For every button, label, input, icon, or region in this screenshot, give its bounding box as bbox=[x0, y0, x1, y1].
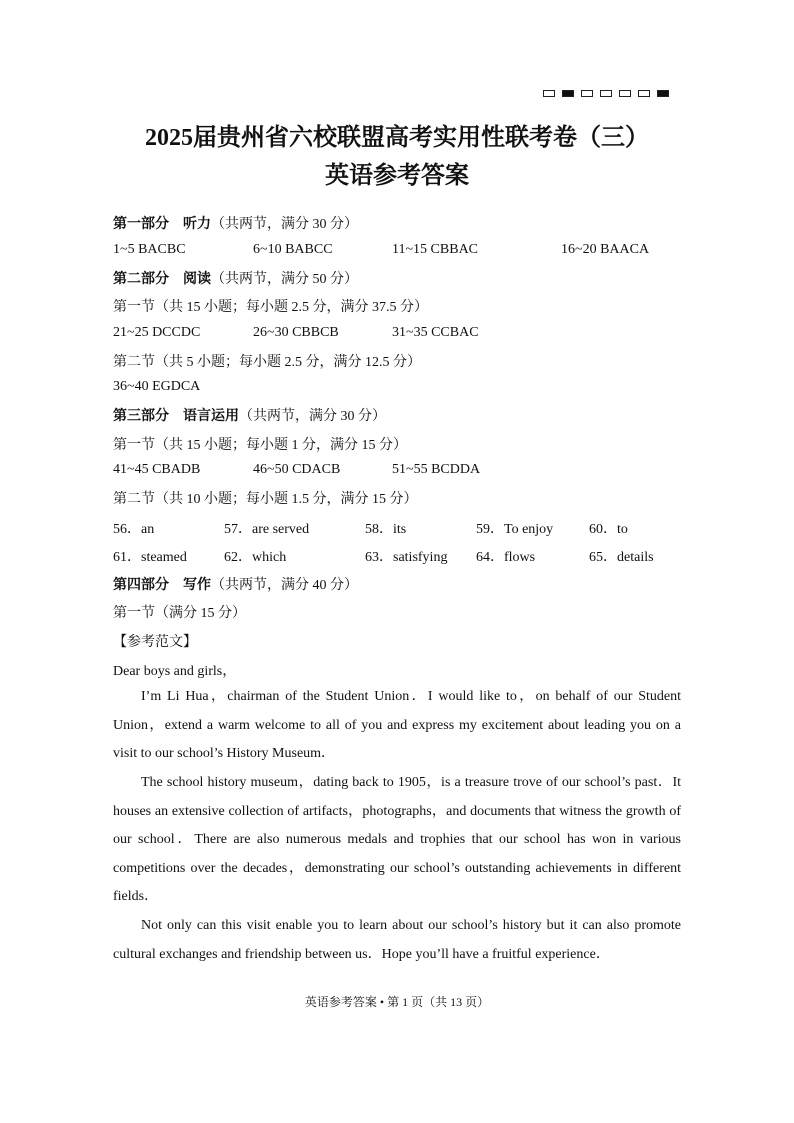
answer-group: 16~20 BAACA bbox=[561, 242, 650, 257]
sample-essay-label: 【参考范文】 bbox=[113, 635, 197, 650]
answer-group: 1~5 BACBC bbox=[113, 242, 186, 257]
header-mark bbox=[581, 90, 593, 97]
header-mark bbox=[619, 90, 631, 97]
part2-heading: 第二部分 阅读 bbox=[113, 272, 211, 287]
fill-answer: 62．which bbox=[224, 550, 287, 565]
part4-heading: 第四部分 写作 bbox=[113, 578, 211, 593]
answer-group: 41~45 CBADB bbox=[113, 462, 201, 477]
fill-answer: 57．are served bbox=[224, 522, 310, 537]
part1-heading-line bbox=[113, 213, 358, 233]
part3-heading: 第三部分 语言运用 bbox=[113, 409, 239, 424]
header-mark bbox=[562, 90, 574, 97]
answer-group: 11~15 CBBAC bbox=[392, 242, 479, 257]
part3-section2-note: 第二节（共 10 小题；每小题 1.5 分，满分 15 分） bbox=[113, 492, 418, 507]
part2-section2-note: 第二节（共 5 小题；每小题 2.5 分，满分 12.5 分） bbox=[113, 355, 421, 370]
answer-group: 21~25 DCCDC bbox=[113, 325, 201, 340]
answer-group: 51~55 BCDDA bbox=[392, 462, 481, 477]
answer-group: 36~40 EGDCA bbox=[113, 379, 201, 394]
part1-heading: 第一部分 听力 bbox=[113, 217, 211, 232]
part3-section1-note: 第一节（共 15 小题；每小题 1 分，满分 15 分） bbox=[113, 438, 407, 453]
fill-answer: 59．To enjoy bbox=[476, 522, 554, 537]
fill-answer: 64．flows bbox=[476, 550, 536, 565]
part2-note: （共两节，满分 50 分） bbox=[211, 272, 358, 287]
header-mark-strip bbox=[543, 90, 669, 97]
answer-group: 6~10 BABCC bbox=[253, 242, 333, 257]
essay-paragraph: The school history museum，dating back to 1905，is a treasure trove of our school’s past．It houses an extensive collection of artifacts，photographs，and documents that witness the growth of our school．There are also numerous medals and trophies that our school has won in various competitions over the decades，demonstrating our school’s outstanding achievements in different fields． bbox=[113, 775, 681, 905]
answer-group: 26~30 CBBCB bbox=[253, 325, 339, 340]
fill-answer: 60．to bbox=[589, 522, 628, 537]
fill-answer: 63．satisfying bbox=[365, 550, 448, 565]
page-footer: 英语参考答案 • 第 1 页（共 13 页） bbox=[304, 995, 490, 1009]
fill-answer: 61．steamed bbox=[113, 550, 187, 565]
part2-heading-line bbox=[113, 268, 358, 288]
header-mark bbox=[543, 90, 555, 97]
fill-answer: 56．an bbox=[113, 522, 155, 537]
answer-group: 31~35 CCBAC bbox=[392, 325, 479, 340]
part4-heading-line bbox=[113, 574, 358, 594]
part4-section1-note: 第一节（满分 15 分） bbox=[113, 606, 246, 621]
essay-greeting: Dear boys and girls， bbox=[113, 664, 237, 679]
part3-note: （共两节，满分 30 分） bbox=[239, 409, 386, 424]
part2-section1-note: 第一节（共 15 小题；每小题 2.5 分，满分 37.5 分） bbox=[113, 300, 428, 315]
exam-title: 2025届贵州省六校联盟高考实用性联考卷（三） bbox=[145, 125, 649, 151]
fill-answer: 58．its bbox=[365, 522, 407, 537]
header-mark bbox=[638, 90, 650, 97]
header-mark bbox=[600, 90, 612, 97]
header-mark bbox=[657, 90, 669, 97]
part1-note: （共两节，满分 30 分） bbox=[211, 217, 358, 232]
part3-heading-line bbox=[113, 405, 386, 425]
exam-subtitle: 英语参考答案 bbox=[325, 163, 469, 189]
essay-paragraph: Not only can this visit enable you to learn about our school’s history but it can also promote cultural exchanges and friendship between us．Hope you’ll have a fruitful experience． bbox=[113, 918, 681, 962]
essay-paragraph: I’m Li Hua，chairman of the Student Union．I would like to，on behalf of our Student Union，extend a warm welcome to all of you and express my excitement about leading you on a visit to our school’s History Museum． bbox=[113, 689, 681, 762]
answer-group: 46~50 CDACB bbox=[253, 462, 341, 477]
fill-answer: 65．details bbox=[589, 550, 654, 565]
part4-note: （共两节，满分 40 分） bbox=[211, 578, 358, 593]
